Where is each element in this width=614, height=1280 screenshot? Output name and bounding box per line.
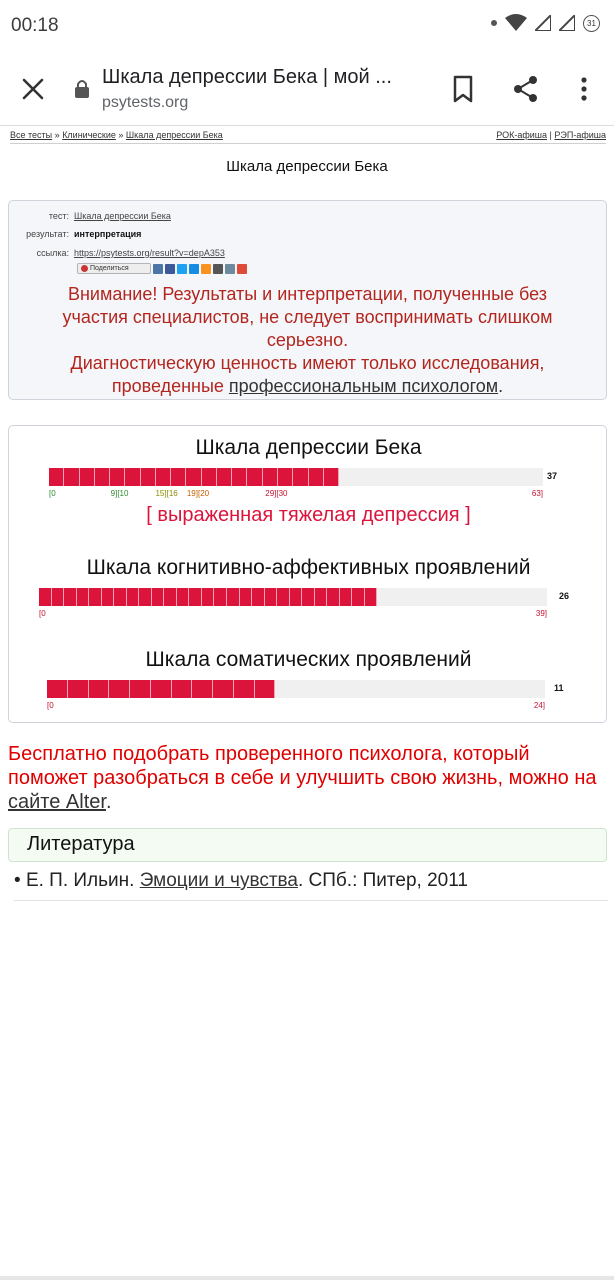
- score-bar-segment: [52, 588, 65, 606]
- breadcrumb-separator: »: [118, 130, 124, 140]
- score-bar-segment: [64, 588, 77, 606]
- share-bar: [77, 263, 247, 274]
- score-bar-segment: [68, 680, 89, 698]
- score-bar-segment: [352, 588, 365, 606]
- score-value: 26: [559, 591, 570, 601]
- score-bar-segment: [164, 588, 177, 606]
- score-bar-segment: [302, 588, 315, 606]
- navigation-bar: [0, 1276, 614, 1280]
- score-bar-segment: [110, 468, 125, 486]
- scale-tick-label: 15][16: [155, 489, 178, 498]
- score-bar-segment: [240, 588, 253, 606]
- scale-tick-label: 19][20: [186, 489, 210, 498]
- score-bar-segment: [80, 468, 95, 486]
- verdict-text: [ выраженная тяжелая депрессия ]: [146, 504, 471, 526]
- score-bar-segment: [172, 680, 193, 698]
- livejournal-icon[interactable]: [213, 264, 223, 274]
- scale-tick-label: 24]: [533, 701, 545, 710]
- info-box: [8, 200, 607, 400]
- results-panel: [8, 425, 607, 723]
- score-value: 37: [547, 471, 558, 481]
- twitter-icon[interactable]: [177, 264, 187, 274]
- notification-dot-icon: [491, 20, 497, 26]
- promo-end: .: [105, 791, 112, 813]
- odnoklassniki-icon[interactable]: [201, 264, 211, 274]
- score-bar-segment: [39, 588, 52, 606]
- scale-tick-label: 29][30: [265, 489, 288, 498]
- status-icons: [491, 14, 600, 32]
- signal-icon: [535, 15, 551, 31]
- score-bar-segment: [327, 588, 340, 606]
- page-title: Шкала депрессии Бека: [226, 158, 388, 175]
- score-bar-segment: [89, 588, 102, 606]
- score-bar-segment: [156, 468, 171, 486]
- url-text[interactable]: psytests.org: [102, 94, 189, 111]
- close-icon[interactable]: [18, 74, 48, 104]
- signal-icon-2: [559, 15, 575, 31]
- result-value: интерпретация: [74, 229, 142, 239]
- scale-tick-label: 39]: [535, 609, 547, 618]
- book-link[interactable]: Эмоции и чувства: [139, 870, 298, 891]
- scale-tick-label: [0: [49, 489, 56, 498]
- disclaimer-end: .: [498, 376, 504, 396]
- rok-afisha-link[interactable]: РОК-афиша: [496, 130, 548, 140]
- score-bar-segment: [171, 468, 186, 486]
- score-bar-segment: [77, 588, 90, 606]
- score-bar-segment: [114, 588, 127, 606]
- status-bar: [0, 0, 614, 52]
- scale-tick-label: [0: [47, 701, 54, 710]
- literature-publisher: . СПб.: Питер, 2011: [297, 870, 468, 891]
- score-bar-segment: [49, 468, 64, 486]
- copy-link-icon[interactable]: [225, 264, 235, 274]
- bookmark-icon[interactable]: [450, 74, 476, 104]
- score-bar-segment: [365, 588, 378, 606]
- score-bar-segment: [152, 588, 165, 606]
- score-bar-segment: [151, 680, 172, 698]
- score-bar-segment: [186, 468, 201, 486]
- lock-icon: [74, 79, 90, 99]
- scale-ticks: [39, 609, 547, 619]
- score-bar-segment: [290, 588, 303, 606]
- score-bar-segment: [125, 468, 140, 486]
- scale-title: Шкала когнитивно-аффективных проявлений: [86, 556, 531, 579]
- score-bar-segment: [217, 468, 232, 486]
- score-bar-segment: [234, 680, 255, 698]
- breadcrumb-current[interactable]: Шкала депрессии Бека: [125, 130, 223, 140]
- disclaimer: [9, 283, 606, 398]
- score-value: 11: [554, 683, 564, 693]
- share-button[interactable]: [77, 263, 151, 274]
- score-bar-segment: [89, 680, 110, 698]
- score-bar-segment: [263, 468, 278, 486]
- share-logo-icon: [81, 265, 88, 272]
- score-bar-segment: [189, 588, 202, 606]
- scale-title: Шкала депрессии Бека: [195, 436, 422, 459]
- score-bar-segment: [277, 588, 290, 606]
- score-bar-segment: [192, 680, 213, 698]
- share-label: Поделиться: [90, 265, 129, 272]
- link-label: ссылка:: [36, 248, 69, 258]
- test-label: тест:: [48, 211, 69, 221]
- score-bar-segment: [247, 468, 262, 486]
- score-bar-segment: [265, 588, 278, 606]
- score-bar-segment: [127, 588, 140, 606]
- page-title-bar[interactable]: Шкала депрессии Бека | мой ...: [102, 66, 392, 88]
- score-bar-segment: [324, 468, 339, 486]
- score-bar: [47, 680, 545, 698]
- scale-tick-label: 63]: [531, 489, 543, 498]
- breadcrumb-clinical[interactable]: Клинические: [62, 130, 116, 140]
- link-value: [74, 248, 225, 258]
- disclaimer-text: Диагностическую ценность имеют только исследования, проведенные: [70, 353, 545, 396]
- disclaimer-line-2: [9, 352, 606, 398]
- disclaimer-line-1: Внимание! Результаты и интерпретации, полученные без участия специалистов, не следует воспринимать слишком серьезно.: [62, 284, 553, 350]
- bullet: •: [14, 870, 26, 891]
- more-options-icon[interactable]: [572, 74, 596, 104]
- test-link[interactable]: Шкала депрессии Бека: [74, 211, 171, 221]
- score-bar: [49, 468, 543, 486]
- browser-toolbar: [0, 52, 614, 126]
- score-bar-segment: [232, 468, 247, 486]
- score-bar: [39, 588, 547, 606]
- scale-tick-label: 9][10: [110, 489, 129, 498]
- score-bar-segment: [213, 680, 234, 698]
- breadcrumb-all-tests[interactable]: Все тесты: [10, 130, 53, 140]
- rep-afisha-link[interactable]: РЭП-афиша: [554, 130, 606, 140]
- breadcrumb-right: [496, 130, 606, 140]
- clock: 00:18: [11, 15, 59, 36]
- scale-ticks: [47, 701, 545, 711]
- score-bar-segment: [177, 588, 190, 606]
- literature-item: [14, 870, 608, 901]
- scale-ticks: [49, 489, 543, 499]
- alter-link[interactable]: сайте Alter: [8, 791, 106, 813]
- score-bar-segment: [278, 468, 293, 486]
- score-bar-segment: [252, 588, 265, 606]
- result-url-link[interactable]: https://psytests.org/result?v=depA353: [74, 248, 225, 258]
- score-bar-segment: [109, 680, 130, 698]
- score-bar-segment: [139, 588, 152, 606]
- literature-heading: Литература: [8, 828, 607, 862]
- scale-tick-label: [0: [39, 609, 46, 618]
- score-bar-segment: [315, 588, 328, 606]
- literature-author: Е. П. Ильин.: [25, 870, 140, 891]
- score-bar-segment: [293, 468, 308, 486]
- score-bar-segment: [95, 468, 110, 486]
- score-bar-segment: [47, 680, 68, 698]
- google-plus-icon[interactable]: [237, 264, 247, 274]
- scale-title: Шкала соматических проявлений: [145, 648, 472, 671]
- share-icon[interactable]: [511, 74, 541, 104]
- score-bar-segment: [202, 468, 217, 486]
- score-bar-segment: [309, 468, 324, 486]
- separator: |: [549, 130, 552, 140]
- promo-text: [8, 742, 608, 814]
- score-bar-segment: [255, 680, 276, 698]
- mailru-icon[interactable]: [189, 264, 199, 274]
- test-value: [74, 211, 171, 221]
- result-label: результат:: [26, 229, 69, 239]
- vk-icon[interactable]: [153, 264, 163, 274]
- breadcrumb-separator: »: [54, 130, 60, 140]
- promo-body: Бесплатно подобрать проверенного психолога, который поможет разобраться в себе и улучшить свою жизнь, можно на: [8, 743, 597, 789]
- score-bar-segment: [102, 588, 115, 606]
- score-bar-segment: [64, 468, 79, 486]
- score-bar-segment: [340, 588, 353, 606]
- facebook-icon[interactable]: [165, 264, 175, 274]
- breadcrumb: [10, 130, 606, 144]
- score-bar-segment: [202, 588, 215, 606]
- score-bar-segment: [227, 588, 240, 606]
- score-bar-segment: [214, 588, 227, 606]
- psychologist-link[interactable]: профессиональным психологом: [228, 376, 499, 396]
- wifi-icon: [505, 14, 527, 32]
- score-bar-segment: [141, 468, 156, 486]
- battery-icon: 31: [583, 15, 600, 32]
- score-bar-segment: [130, 680, 151, 698]
